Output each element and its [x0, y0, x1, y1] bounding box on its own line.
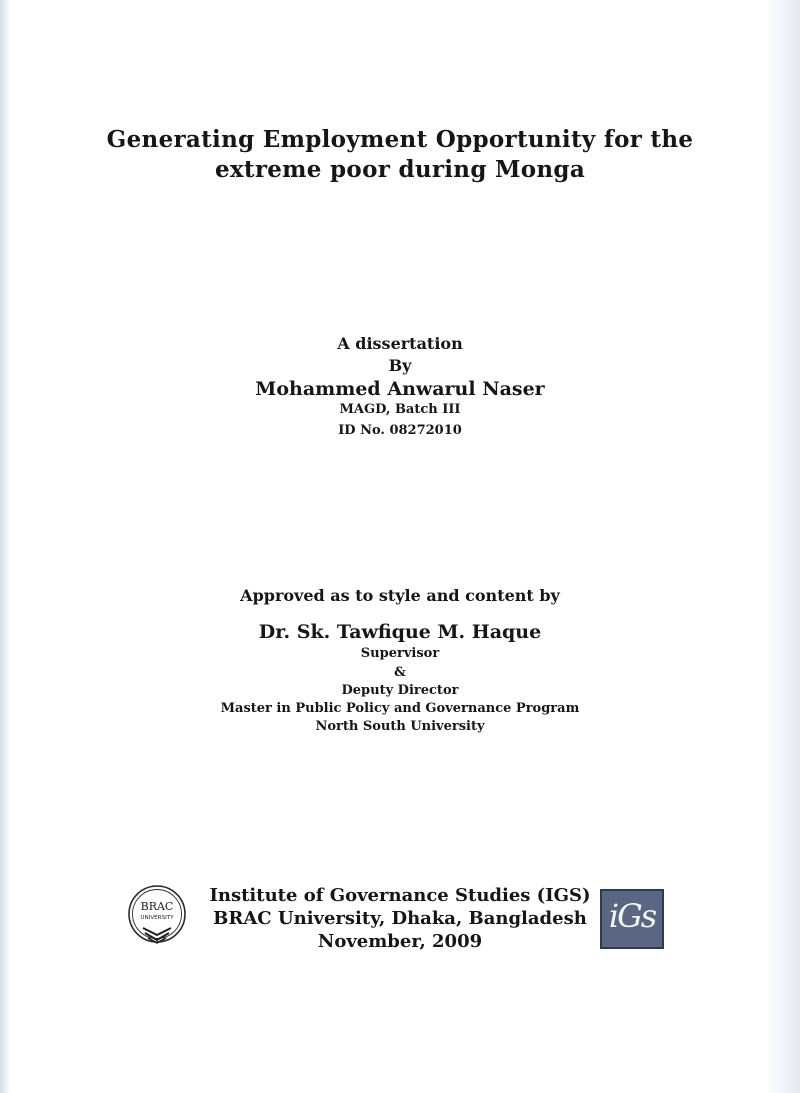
- supervisor-name: Dr. Sk. Tawfique M. Haque: [258, 621, 542, 643]
- title-line-1: Generating Employment Opportunity for the: [106, 126, 694, 153]
- igs-logo-text: iGs: [608, 897, 656, 935]
- igs-logo: [600, 889, 664, 949]
- author-name: Mohammed Anwarul Naser: [255, 378, 545, 400]
- supervisor-program: Master in Public Policy and Governance Program: [220, 701, 580, 716]
- institution-name: Institute of Governance Studies (IGS): [209, 885, 591, 906]
- supervisor-role: Supervisor: [360, 646, 440, 661]
- program-batch: MAGD, Batch III: [339, 402, 461, 417]
- student-id: ID No. 08272010: [338, 423, 462, 438]
- dissertation-label: A dissertation: [337, 334, 463, 353]
- brac-university-logo: [124, 884, 190, 950]
- brac-logo-subtext: UNIVERSITY: [140, 915, 174, 921]
- by-label: By: [388, 356, 412, 375]
- submission-date: November, 2009: [317, 931, 483, 952]
- supervisor-university: North South University: [315, 719, 485, 734]
- brac-logo-text: BRAC: [140, 900, 174, 913]
- supervisor-position: Deputy Director: [341, 683, 459, 698]
- approval-statement: Approved as to style and content by: [240, 586, 560, 605]
- ampersand: &: [394, 665, 406, 680]
- title-line-2: extreme poor during Monga: [214, 156, 586, 183]
- institution-location: BRAC University, Dhaka, Bangladesh: [213, 908, 587, 929]
